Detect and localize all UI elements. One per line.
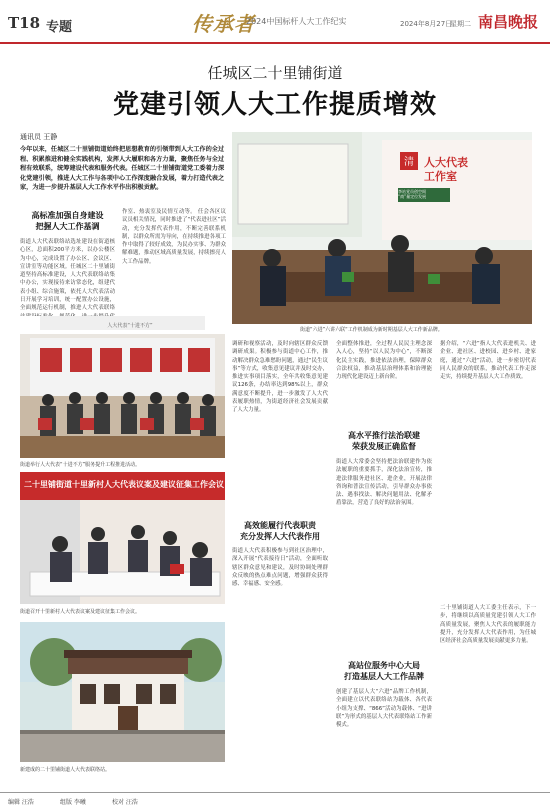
byline: 通讯员 王静 [20,133,58,141]
svg-text:工作室: 工作室 [424,170,457,183]
column-text-3: 调研和视察活动，及时向辖区群众反馈调研成果。积极参与街道中心工作，推动解决群众急难愁盼问题，通过“民生议事”等方式，收集意见建议并及时交办，推进实事项目落实，全年共收集意见建议126条，办结率达到98%以上，群众满意度不断提升，进一步激发了人大代表履职热情，为街道经济社会发展贡献了人大力量。 [232,341,328,414]
board-text: 人大代表“十进不方” [107,323,153,329]
page-footer [0,792,550,808]
section-name: 专题 [46,20,73,35]
section-heading-4: 高站位服务中心大局 打造基层人大工作品牌 [344,660,424,681]
photo-caption-4: 新建成的二十里铺街道人大代表联络站。 [20,767,111,773]
article-lead: 今年以来，任城区二十里铺街道始终把思想教育的引领带到人大工作的全过程、积累推进和健全实践机构，发挥人大履职和各方力量，聚焦任务与全过程有效联系，统筹建设代表和服务代表。任城区二十里铺街道党工委着力深化党建引领，推进人大工作与各项中心工作深度融合发展，着力打造代表之家，为进一步提升基层人大工作水平作出积极贡献。 [20,146,225,191]
section-heading-3: 高水平推行法治联建 荣获发展正确监督 [348,430,420,451]
photo-caption-1: 街道“六进”六讲六联“工作机制成为新时期基层人大工作新品牌。 [300,327,443,333]
column-text-9: 二十里铺街道人大工委主任表示，下一步，将继续以高质量党建引领人大工作高质量发展，聚焦人大代表的履职能力提升，充分发挥人大代表作用，为任城区经济社会高质量发展贡献更多力量。 [440,605,536,645]
column-text-1: 街道人大代表联络站选址建设在街道核心区，总面积200平方米，以办公楼区为中心，完成设置了办公区、会议区、宣讲室等功能区域。任城区二十里铺街道坚持高标准建设，人大代表联络站集中办公，实现接待来访常态化，组建代表小组、综合施策，依托人大代表活动日开展学习培训，统一配置办公设施，全面规范运行机制，推进人大代表联络 [20,239,115,312]
issue-date: 2024年8月27日 [400,20,453,28]
column-text-4: 全面整体推进，全过程人民民主理念深入人心，坚持“以人民为中心”，不断深化民主实践，推进依法治理，保障群众合法权益，推动基层治理体系和治理能力现代化建设迈上新台阶。 [336,341,432,381]
photo-caption-3: 街道召开十里新村人大代表议案及建议征集工作会议。 [20,609,141,615]
newspaper-name: 南昌晚报 [478,13,539,31]
brand-subtitle: 2024中国标杆人大工作纪实 [246,17,347,26]
section-heading-2: 高效能履行代表职责 充分发挥人大代表作用 [240,520,320,541]
masthead [0,0,550,44]
footer-proofreader: 校对 汪浩 [112,799,138,806]
article-kicker: 任城区二十里铺街道 [207,64,343,82]
column-text-2: 作室、热衷室及民情互动等。 任会各区议议员相关情况，同时推进了“代表进社区”活动，充分发挥代表作用，不断完善联系机制，以群众所需为导向，在持续推进各项工作中取得了较好成效，为民办实事、为群众解难题，推动区域高质量发展，持续擦亮人大工作品牌。 [122,209,226,265]
svg-text:人大代表: 人大代表 [424,156,468,169]
issue-weekday: 星期二 [450,20,471,28]
photo-award-event [20,316,225,458]
column-text-7: 街道人大常委会坚持把法治联建作为依法履职的重要抓手，深化法治宣传，推进法律服务进社区、进企业，开展法律咨询和普法宣传活动，引导群众办事依法、遇事找法、解决问题用法、化解矛盾靠法，营造了良好的法治氛围。 [336,459,432,507]
conference-banner-text: 二十里铺街道十里新村人大代表议案及建议征集工作会议 [24,479,224,489]
column-text-6: 街道人大代表积极参与到社区治理中，深入开展“代表接待日”活动，全面听取辖区群众意见和建议，及时协调处理群众反映的热点难点问题，增强群众获得感、幸福感、安全感。 [232,548,328,588]
footer-designer: 组版 李曦 [60,799,86,806]
column-text-8: 创建了基层人大“六进”品牌工作机制，全面建立以代表联络站为载体、各代表小组为支撑、“866”活动为载体、“进讲联”为形式的基层人大代表联络站工作新模式。 [336,689,432,729]
photo-conference [20,472,225,604]
sign-sub-text: 李站党员创空间 “商”量定位发展 [398,189,427,199]
photo-award-event-drawing [20,316,225,458]
photo-liaison-station-drawing [20,622,225,762]
footer-editor: 编辑 汪浩 [8,799,34,806]
photo-meeting-room [232,132,532,324]
svg-text:清: 清 [404,157,414,168]
photo-caption-2: 街道举行人大代表“十进不方”服务提升工程推进活动。 [20,462,141,468]
page-number: T18 [8,14,41,32]
brand-art-title: 传承者 [192,12,255,36]
section-heading-1: 高标准加强自身建设 把握人大工作基调 [31,210,104,231]
photo-conference-drawing [20,472,225,604]
column-text-5: 据介绍，“六进”指人大代表进机关、进企业、进社区、进校园、进乡村、进家庭，通过“六进”活动，进一步密切代表同人民群众的联系，推动代表工作走深走实，持续提升基层人大工作质效。 [440,341,536,381]
photo-liaison-station [20,622,225,762]
article-headline: 党建引领人大工作提质增效 [112,90,437,120]
